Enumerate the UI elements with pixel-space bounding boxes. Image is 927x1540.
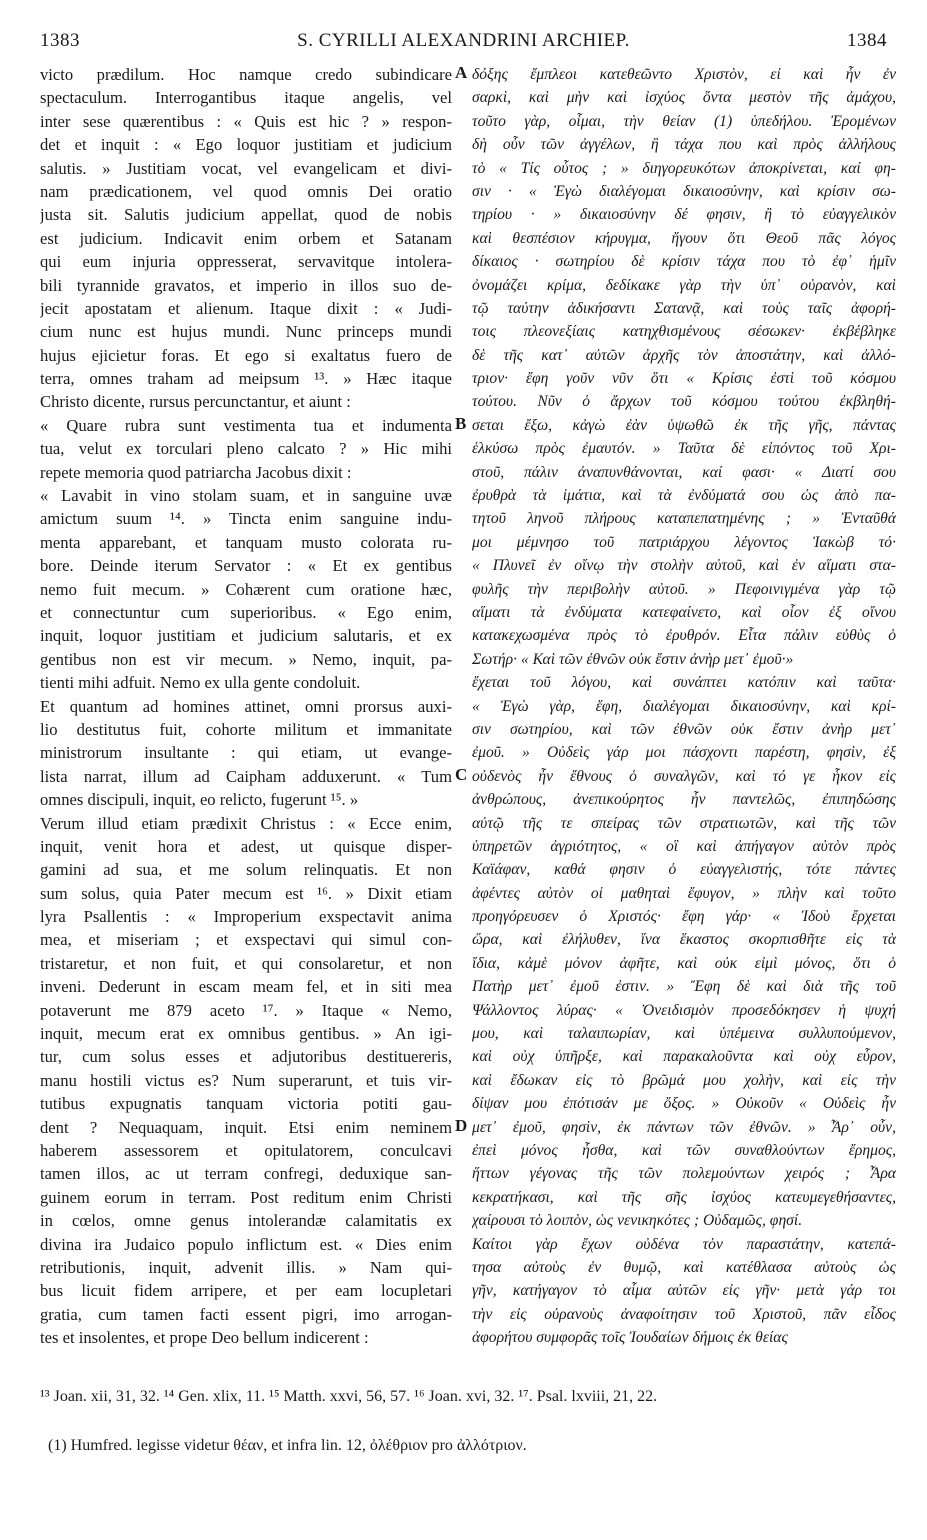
- section-marker: B: [455, 414, 467, 433]
- latin-text-line: inquit, loquor justitiam et judicium salutaris, et ex: [40, 626, 452, 646]
- left-column-number: 1383: [40, 30, 80, 51]
- latin-text-line: lista narrat, illum ad Caipham adduxerunt. « Tum: [40, 766, 452, 786]
- latin-text-line: inquit, mecum erat ex omnibus gentibus. » An igi-: [40, 1024, 452, 1044]
- greek-text-line: τοῦτο γὰρ, οἶμαι, τὴν θείαν (1) ὑπεδήλου. Ἐρομένων: [472, 112, 896, 130]
- latin-text-line: det et inquit : « Ego loquor justitiam et judicium: [40, 135, 452, 155]
- latin-text-line: hujus ejicietur foras. Et ego si exaltatus fuero de: [40, 345, 452, 365]
- greek-text-line: ἥττων γέγονας τῆς τῶν πολεμούντων χειρός ; Ἆρα: [472, 1165, 896, 1183]
- greek-text-line: σεται ἔξω, κἀγὼ ἐὰν ὑψωθῶ ἐκ τῆς γῆς, πάντας: [472, 416, 896, 434]
- greek-text-line: « Ἐγὼ γὰρ, ἔφη, διαλέγομαι δικαιοσύνην, καὶ κρί-: [472, 697, 896, 715]
- latin-text-line: haberem assessorem et opitulatorem, conculcavi: [40, 1140, 452, 1160]
- greek-text-line: μοι μέμνησο τοῦ πατριάρχου λέγοντος Ἰακὼβ τό·: [472, 533, 896, 551]
- greek-text-line: ὥρα, καὶ ἐλήλυθεν, ἵνα ἕκαστος σκορπισθῆτε εἰς τὰ: [472, 931, 896, 949]
- latin-text-line: inquit, venit hora et adest, ut quisque disper-: [40, 836, 452, 856]
- section-marker: D: [455, 1116, 468, 1135]
- latin-column: [40, 63, 452, 1349]
- greek-text-line: ὑπηρετῶν ἀγριότητος, « οἳ καὶ ἀπήγαγον αὐτὸν πρὸς: [472, 837, 896, 855]
- latin-text-line: Verum illud etiam prædixit Christus : « Ecce enim,: [40, 813, 452, 833]
- greek-text-line: σιν · « Ἐγὼ διαλέγομαι δικαιοσύνην, καὶ κρίσιν σω-: [472, 182, 896, 200]
- greek-text-line: δὴ οὖν τῶν ἀγγέλων, ἢ τάχα που καὶ πρὸς ἀλλήλους: [472, 136, 896, 154]
- latin-text-line: nemo fuit mecum. » Cohærent cum oratione hæc,: [40, 579, 452, 599]
- greek-text-line: ἐπεὶ μόνος ἦσθα, καὶ τῶν συναθλούντων ἔρημος,: [472, 1141, 896, 1159]
- latin-text-line: tamen illos, ac ut terram confregi, deduxique san-: [40, 1164, 452, 1184]
- latin-text-line: « Quare rubra sunt vestimenta tua et indumenta: [40, 415, 452, 435]
- latin-text-line: tutibus expugnatis tanquam victoria potiti gau-: [40, 1094, 452, 1114]
- latin-text-line: amictum suum ¹⁴. » Tincta enim sanguine indu-: [40, 509, 452, 529]
- latin-text-line: omnes discipuli, inquit, eo relicto, fugerunt ¹⁵. »: [40, 790, 359, 810]
- latin-text-line: terra, omnes traham ad meipsum ¹³. » Hæc itaque: [40, 369, 452, 389]
- latin-text-line: guinem eorum in terram. Post reditum enim Christi: [40, 1187, 452, 1207]
- section-marker: A: [455, 63, 468, 82]
- latin-text-line: cium nunc est hujus mundi. Nunc princeps mundi: [40, 322, 452, 342]
- greek-text-line: τοις πλεονεξίαις κατηχθισμένους σέσωκεν· ἐκβέβληκε: [472, 323, 896, 341]
- greek-text-line: δίκαιος · σωτηρίου δὲ κρίσιν τάχα που τὸ ἐφ᾿ ἡμῖν: [472, 253, 896, 271]
- latin-text-line: mea, et miseriam ; et exspectavi qui simul con-: [40, 930, 452, 950]
- greek-text-line: ἔχεται τοῦ λόγου, καὶ συνάπτει κατόπιν καὶ ταῦτα·: [472, 674, 896, 692]
- greek-text-line: ἐρυθρὰ τὰ ἱμάτια, καὶ τὰ ἐνδύματά σου ὡς ἀπὸ πα-: [472, 487, 896, 505]
- greek-text-line: σιν σωτηρίου, καὶ τῶν ἐθνῶν οὐκ ἔστιν ἀνὴρ μετ᾿: [472, 720, 896, 738]
- right-column-number: 1384: [847, 30, 887, 51]
- latin-text-line: tes et insolentes, et prope Deo bellum indicerent :: [40, 1328, 369, 1348]
- latin-text-line: victo prædilum. Hoc namque credo subindicare: [40, 65, 452, 84]
- greek-text-line: ὀνομάζει κρίμα, δεδίκακε γὰρ τὴν ὑπ᾿ οὐρανὸν, καὶ: [472, 276, 896, 294]
- greek-text-line: τριον· ἔφη γοῦν νῦν ὅτι « Κρίσις ἐστὶ τοῦ κόσμου: [472, 370, 896, 388]
- section-marker: C: [455, 765, 468, 784]
- greek-text-line: χαίρουσι τὸ λοιπὸν, ὡς νενικηκότες ; Οὐδαμῶς, φησί.: [472, 1212, 803, 1230]
- running-title: S. CYRILLI ALEXANDRINI ARCHIEP.: [297, 30, 630, 51]
- latin-text-line: manu hostili victus es? Num superarunt, et tuis vir-: [40, 1070, 452, 1090]
- latin-text-line: gamini ad sua, et me solum relinquatis. Et non: [40, 860, 452, 880]
- latin-text-line: Christo dicente, rursus percunctantur, et aiunt :: [40, 392, 351, 412]
- greek-text-line: ἀνθρώπους, ἀνεπικούρητος ἦν παντελῶς, ἐπιπηδώσης: [472, 791, 896, 809]
- greek-text-line: Καϊάφαν, καθά φησιν ὁ εὐαγγελιστής, τότε πάντες: [472, 861, 896, 879]
- greek-text-line: Καίτοι γὰρ ἔχων οὐδένα τὸν παραστάτην, κατεπά-: [472, 1235, 896, 1253]
- greek-text-line: ἀφορήτου συμφορᾶς τοῖς Ἰουδαίων δήμοις ἐκ θείας: [472, 1329, 788, 1347]
- latin-text-line: et connectuntur cum superioribus. « Ego enim,: [40, 602, 452, 622]
- greek-text-line: ἴδια, κἀμὲ μόνον ἀφῆτε, καὶ οὐκ εἰμὶ μόνος, ὅτι ὁ: [472, 954, 896, 972]
- greek-text-line: μετ᾿ ἐμοῦ, φησὶν, ἐκ πάντων τῶν ἐθνῶν. » Ἆρ᾿ οὖν,: [472, 1118, 896, 1136]
- greek-text-line: τὸ « Τίς οὗτος ; » διηγορευκότων ἀποκρίνεται, καί φη-: [472, 159, 896, 177]
- greek-text-line: στοῦ, πάλιν ἀναπυνθάνονται, καί φασι· « Διατί σου: [472, 463, 896, 481]
- greek-column: [472, 63, 896, 1349]
- greek-text-line: Σωτήρ· « Καὶ τῶν ἐθνῶν οὐκ ἔστιν ἀνὴρ μετ᾿ ἐμοῦ·»: [472, 650, 794, 668]
- greek-text-line: ἀφέντες αὐτὸν οἱ μαθηταὶ ἔφυγον, » πλὴν καὶ τοῦτο: [472, 884, 896, 902]
- latin-text-line: sum solus, quia Pater mecum est ¹⁶. » Dixit etiam: [40, 883, 452, 903]
- latin-text-line: ministrorum insultante : qui etiam, ut evange-: [40, 743, 452, 763]
- latin-text-line: qui eum injuria oppresserat, servavitque intolera-: [40, 252, 452, 272]
- greek-text-line: Ψάλλοντος λύρας· « Ὀνειδισμὸν προσεδόκησεν ἡ ψυχή: [472, 1001, 896, 1019]
- latin-text-line: nam prædicationem, vel quod omnis Dei oratio: [40, 181, 452, 201]
- latin-text-line: tristaretur, et non fuit, et qui consolaretur, et non: [40, 953, 452, 973]
- latin-text-line: Et quantum ad homines attinet, omni prorsus auxi-: [40, 696, 452, 716]
- greek-text-line: φυλῆς τὴν περιβολὴν αὐτοῦ. » Πεφοινιγμένα γὰρ τῷ: [472, 580, 896, 598]
- latin-text-line: bus licuit fidem arripere, et per eam locupletari: [40, 1281, 452, 1301]
- greek-text-line: δίψαν μου ἐπότισάν με ὄξος. » Οὐκοῦν « Οὐδεὶς ἦν: [472, 1095, 896, 1113]
- greek-text-line: τησα αὐτοὺς ἐν θυμῷ, καὶ κατέθλασα αὐτοὺς ὡς: [472, 1258, 896, 1276]
- greek-text-line: κατακεχωσμένα πρὸς τὸ ἐρυθρόν. Εἶτα πάλιν εὐθὺς ὁ: [472, 627, 896, 645]
- latin-text-line: est judicium. Indicavit enim orbem et Satanam: [40, 228, 452, 248]
- greek-text-line: τῷ ταύτην ἀδικήσαντι Σατανᾷ, καὶ τοὺς ταῖς ἀφορή-: [472, 299, 896, 317]
- greek-text-line: μου, καὶ ταλαιπωρίαν, καὶ ὑπέμεινα συλλυπούμενον,: [472, 1025, 896, 1043]
- greek-text-line: τὴν εἰς οὐρανοὺς ἀναφοίτησιν τοῦ Χριστοῦ, πᾶν εἶδος: [472, 1305, 896, 1323]
- latin-text-line: justa sit. Salutis judicium appellat, quod de nobis: [40, 205, 452, 225]
- latin-text-line: jecit apostatam et alienum. Itaque dixit : « Judi-: [40, 298, 452, 318]
- latin-text-line: inveni. Dederunt in escam meam fel, et in siti mea: [40, 977, 452, 997]
- greek-text-line: τούτου. Νῦν ὁ ἄρχων τοῦ κόσμου τούτου ἐκβληθή-: [472, 393, 896, 411]
- greek-text-line: ἐμοῦ. » Οὐδεὶς γάρ μοι πάσχοντι παρέστη, φησὶν, ἐξ: [472, 744, 896, 762]
- greek-text-line: ἑλκύσω πρὸς ἐμαυτόν. » Ταῦτα δὲ εἰπόντος τοῦ Χρι-: [472, 440, 896, 458]
- greek-text-line: « Πλυνεῖ ἐν οἴνῳ τὴν στολὴν αὐτοῦ, καὶ ἐν αἵματι στα-: [472, 557, 896, 575]
- latin-text-line: dent ? Nequaquam, inquit. Etsi enim neminem: [40, 1117, 452, 1137]
- latin-text-line: « Lavabit in vino stolam suam, et in sanguine uvæ: [40, 486, 452, 506]
- editorial-note: (1) Humfred. legisse videtur θέαν, et infra lin. 12, ὀλέθριον pro ἀλλότριον.: [48, 1437, 527, 1454]
- greek-text-line: οὐδενὸς ἦν ἔθνους ὁ συναλγῶν, καὶ τό γε ἧκον εἰς: [472, 767, 896, 785]
- footnotes: ¹³ Joan. xii, 31, 32. ¹⁴ Gen. xlix, 11. ¹⁵ Matth. xxvi, 56, 57. ¹⁶ Joan. xvi, 32. ¹⁷. Psal. lxviii, 21, 22.: [40, 1388, 658, 1405]
- latin-text-line: tur, cum solus esses et adjutoribus destituereris,: [40, 1047, 452, 1067]
- greek-text-line: αἵματι τὰ ἐνδύματα κατεφαίνετο, καὶ οἷον ἐξ οἴνου: [472, 603, 896, 621]
- latin-text-line: bili tyrannide gravatos, et imperio in illos suo de-: [40, 275, 452, 295]
- latin-text-line: gentibus non est vir mecum. » Nemo, inquit, pa-: [40, 649, 452, 669]
- page-header: [40, 30, 887, 56]
- latin-text-line: salutis. » Justitiam vocat, vel evangelicam et divi-: [40, 158, 452, 178]
- latin-text-line: gratia, cum tamen facti essent pigri, imo arrogan-: [40, 1304, 452, 1324]
- greek-text-line: αὐτῷ τῆς τε σπείρας τῶν στρατιωτῶν, καὶ τῆς τῶν: [472, 814, 896, 832]
- latin-text-line: repete memoria quod patriarcha Jacobus dixit :: [40, 462, 352, 482]
- greek-text-line: σαρκὶ, καὶ μὴν καὶ ἰσχύος ὄντα μεστὸν τῆς ἀμάχου,: [472, 89, 896, 107]
- greek-text-line: τητοῦ ληνοῦ πλήρους καταπεπατημένης ; » Ἐνταῦθά: [472, 510, 896, 528]
- latin-text-line: menta apparebant, et tanquam musto colorata ru-: [40, 532, 452, 552]
- latin-text-line: retributionis, inquit, advenit illis. » Nam qui-: [40, 1257, 452, 1277]
- latin-text-line: inter sese quærentibus : « Quis est hic ? » respon-: [40, 111, 452, 131]
- greek-text-line: δόξης ἔμπλεοι κατεθεῶντο Χριστὸν, εἰ καὶ ἦν ἐν: [472, 66, 896, 83]
- latin-text-line: tua, velut ex torculari pleno calcato ? » Hic mihi: [40, 439, 452, 459]
- latin-text-line: tienti mihi adfuit. Nemo ex ulla gente condoluit.: [40, 673, 361, 693]
- greek-text-line: Πατὴρ μετ᾿ ἐμοῦ ἐστιν. » Ἔφη δὲ καὶ διὰ τῆς τοῦ: [472, 978, 896, 996]
- latin-text-line: bore. Deinde iterum Servator : « Et ex gentibus: [40, 556, 452, 576]
- latin-text-line: divina ira Judaico populo inflictum est. « Dies enim: [40, 1234, 452, 1254]
- latin-text-line: lio destitutus fuit, cohorte militum et immanitate: [40, 719, 452, 739]
- greek-text-line: γῆν, κατήγαγον τὸ αἷμα αὐτῶν εἰς γῆν· μετὰ γάρ τοι: [472, 1282, 896, 1300]
- latin-text-line: potaverunt me 879 aceto ¹⁷. » Itaque « Nemo,: [40, 1000, 452, 1020]
- greek-text-line: καὶ θεσπέσιον κήρυγμα, ἤγουν ὅτι Θεοῦ πᾶς λόγος: [472, 229, 896, 247]
- greek-text-line: καὶ οὐχ ὑπῆρξε, καὶ παρακαλοῦντα καὶ οὐχ εὗρον,: [472, 1048, 896, 1066]
- greek-text-line: κεκρατήκασι, καὶ τῆς σῆς ἰσχύος κατευμεγεθήσαντες,: [472, 1188, 896, 1206]
- greek-text-line: προηγόρευσεν ὁ Χριστός· ἔφη γάρ· « Ἰδοὺ ἔρχεται: [472, 908, 896, 926]
- greek-text-line: δὲ τῆς κατ᾿ αὐτῶν ἀρχῆς τὸν ἀποστάτην, καὶ ἀλλό-: [472, 346, 896, 364]
- latin-text-line: lyra Psallentis : « Improperium exspectavit anima: [40, 907, 452, 927]
- latin-text-line: spectaculum. Interrogantibus itaque angelis, vel: [40, 88, 452, 108]
- greek-text-line: καὶ ἔδωκαν εἰς τὸ βρῶμά μου χολὴν, καὶ εἰς τὴν: [472, 1071, 896, 1089]
- greek-text-line: τηρίου · » δικαιοσύνην δέ φησιν, ἢ τὸ εὐαγγελικὸν: [472, 206, 896, 224]
- latin-text-line: in cœlos, omne genus intolerandæ calamitatis ex: [40, 1211, 452, 1231]
